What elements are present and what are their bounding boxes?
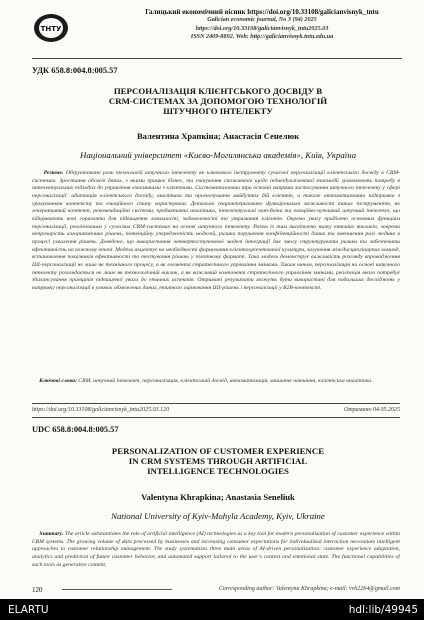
summary-en — [32, 531, 400, 571]
corresponding-author: Corresponding author: Valentyna Khrapkina; e-mail: vvh2264@gmail.com — [218, 586, 400, 592]
affiliation-ua: Національний університет «Києво-Могилянська академія», Київ, Україна — [79, 150, 356, 160]
article-meta — [32, 407, 400, 413]
title-ua-line: ПЕРСОНАЛІЗАЦІЯ КЛІЄНТСЬКОГО ДОСВІДУ В — [113, 86, 323, 96]
summary-en-label: Summary. — [39, 531, 64, 537]
footnote-rule — [62, 589, 172, 590]
issue-doi: https://doi.org/10.33108/galicianvisnyk_tntu2025.03 — [195, 24, 329, 32]
title-ua — [40, 86, 396, 117]
title-en-line: INTELLIGENCE TECHNOLOGIES — [147, 466, 289, 477]
journal-info — [122, 8, 402, 42]
article-doi-link[interactable]: https://doi.org/10.33108/galicianvisnyk_tntu2025.03.120 — [32, 407, 170, 413]
keywords-ua-label: Ключові слова: — [39, 378, 77, 384]
udc-ua: УДК 658.8:004.8:005.57 — [32, 66, 118, 75]
issn-web: ISSN 2409-8892. Web: http://galicianvisnyk.tntu.edu.ua — [190, 33, 334, 41]
received-date: Отримано 04.05.2025 — [344, 407, 400, 413]
authors-en: Valentyna Khrapkina; Anastasia Seneliuk — [141, 492, 295, 502]
journal-title-en: Galician economic journal, No 3 (94) 2025 — [207, 16, 317, 24]
section-divider — [32, 417, 400, 418]
title-en-line: PERSONALIZATION OF CUSTOMER EXPERIENCE — [111, 446, 325, 456]
keywords-ua-text: CRM, штучний інтелект, персоналізація, клієнтський досвід, автоматизація, машинне навчання, клієнтська аналітика. — [78, 378, 373, 384]
authors-ua: Валентина Храпкіна; Анастасія Сенелюк — [136, 131, 300, 141]
page-number: 120 — [32, 586, 43, 594]
title-ua-line: ШТУЧНОГО ІНТЕЛЕКТУ — [163, 106, 273, 117]
summary-ua-text: Обґрунтовано роль технологій штучного інтелекту як ключового інструменту сучасної персоналізації клієнтського досвіду в CRM-системах. Зростання обсягів даних, з якими працює бізнес, та очікування споживачів щодо індивідуалізованої взаємодії зумовлюють потребу в інтелектуальних підходах до управління взаєминами з клієнтами. Систематизовано три основні напрями застосування штучного інтелекту у сфері персоналізації: адаптація клієнтського досвіду, аналітика та прогнозування майбутніх дій клієнтів, а також автоматизована підтримка з урахуванням контексту та емоційного стану користувача. Детально охарактеризовано функціональні можливості таких інструментів, як генеративний контент, рекомендаційні системи, предиктивна аналітика, інтелектуальні чат-боти та емоційно-чутливий штучний інтелект, що відкривають нові горизонти для підвищення лояльності, задоволеності та утримання клієнтів. Окремо увагу приділено основним функціям персоналізації, реалізованим у сучасних CRM-системах на основі штучного інтелекту. Разом із тим висвітлено низку етичних викликів, зокрема непрозорість алгоритмічних рішень, потенційну упередженість моделей, ризики порушення конфіденційності даних та зменшення ролі людини в процесі ухвалення рішень. Доведено, що використання четвертоступеневої моделі інтеграції дає змогу структурувати ризики та забезпечити ефективність на кожному етапі. Модель акцентує на необхідності формування клієнтоорієнтованої культури, залучення міждисциплінарних команд, встановлення показників ефективності та тестування рішень у пілотному форматі. Така модель демонструє важливість розгляду впровадження ШІ-персоналізації не лише як технічного процесу, а як елемента стратегічного управління змінами. Таким чином, персоналізація на основі штучного інтелекту розглядається не лише як технологічний виклик, а як важливий компонент стратегічного управління змінами, реалізація якого потребує збалансування принципів підвищеної уваги до етичних аспектів. Отримані результати можуть бути використані для подальших досліджень у напрямку персоналізації в умовах обмежених даних, етичного оцінювання ШІ-рішень і персоналізації у B2B-контексті. — [32, 170, 400, 291]
udc-en: UDC 658.8:004.8:005.57 — [32, 425, 119, 434]
header-divider — [32, 58, 402, 59]
university-logo-icon — [32, 12, 70, 44]
title-ua-line: CRM-СИСТЕМАХ ЗА ДОПОМОГОЮ ТЕХНОЛОГІЙ — [108, 96, 328, 107]
summary-ua — [32, 170, 400, 378]
title-en-line: IN CRM SYSTEMS THROUGH ARTIFICIAL — [128, 456, 308, 467]
logo-text: ТНТУ — [40, 25, 62, 33]
journal-title-ua: Галицький економічний вісник https://doi.org/10.33108/galicianvisnyk_tntu — [145, 8, 379, 16]
title-en — [40, 446, 396, 477]
affiliation-en: National University of Kyiv-Mohyla Academy, Kyiv, Ukraine — [111, 511, 325, 521]
viewer-status-bar — [0, 599, 424, 620]
journal-header — [32, 8, 402, 56]
repository-name: ELARTU — [8, 604, 49, 616]
summary-en-text: The article substantiates the role of artificial intelligence (AI) technologies as a key tool for modern personalization of customer experience within CRM systems. The growing volume of data processed by businesses and increasing consumer expectations for individualized interaction necessitate intelligent approaches to customer relationship management. The study systematizes three main areas of AI-driven personalization: customer experience adaptation, analytics and prediction of future customer behavior, and automated support tailored to the user's context and emotional state. The functional capabilities of such tools as generative content, — [32, 531, 400, 568]
keywords-ua — [32, 378, 400, 394]
section-divider — [32, 403, 400, 404]
handle-id: hdl:lib/49945 — [348, 604, 418, 616]
summary-ua-label: Резюме. — [43, 170, 64, 176]
